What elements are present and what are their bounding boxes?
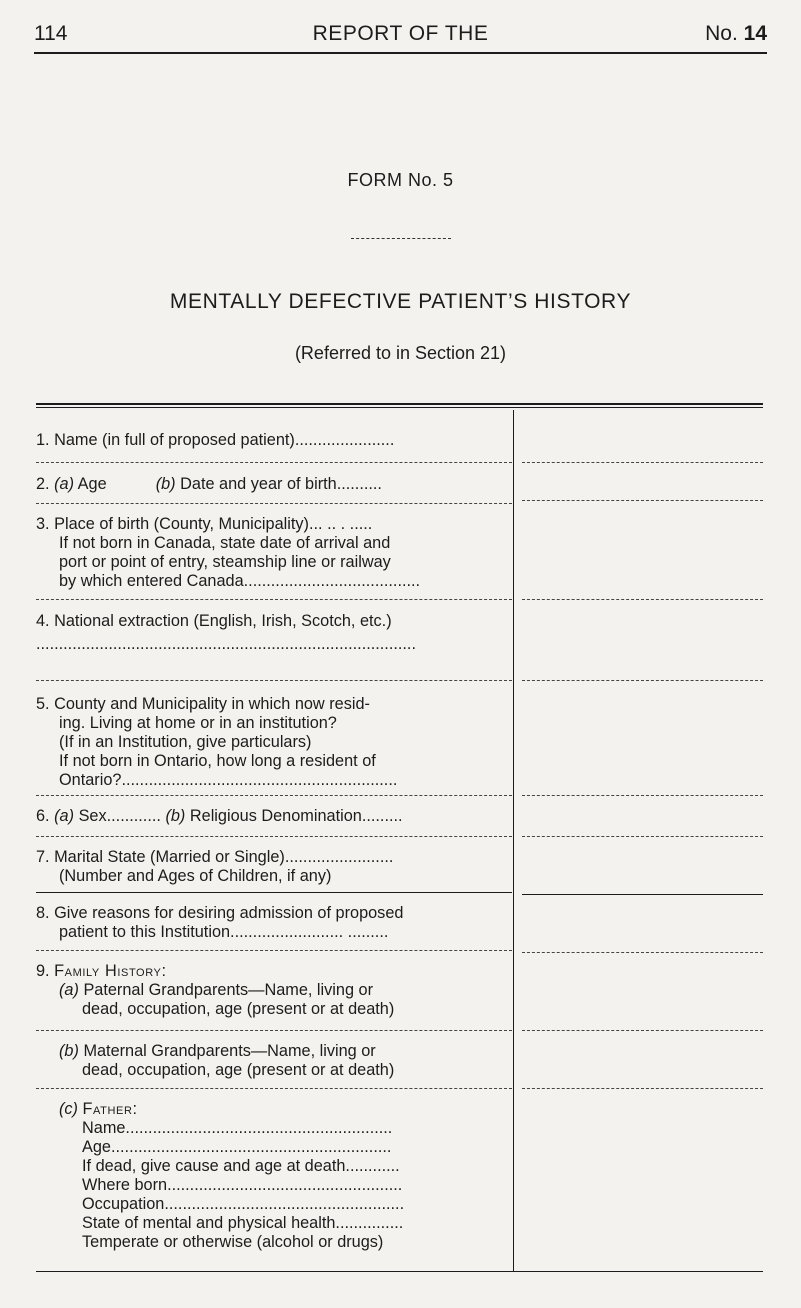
question-6a-text: Sex............ — [78, 807, 161, 825]
page-number: 114 — [34, 22, 68, 45]
answer-separator — [522, 599, 763, 600]
question-4-line: 4. National extraction (English, Irish, Scotch, etc.) — [36, 612, 392, 630]
question-1 — [36, 431, 512, 450]
question-3-line: If not born in Canada, state date of arrival and — [59, 534, 391, 552]
father-field: Occupation..................................................... — [82, 1195, 405, 1213]
answer-separator — [522, 1088, 763, 1089]
answer-separator — [522, 1030, 763, 1031]
separator — [36, 599, 512, 600]
question-9b-marker: (b) — [59, 1042, 79, 1060]
father-field: Where born.................................................... — [82, 1176, 403, 1194]
separator — [36, 680, 512, 681]
question-5-line: 5. County and Municipality in which now resid- — [36, 695, 370, 713]
question-6b-marker: (b) — [165, 807, 186, 825]
question-2b-text: Date and year of birth.......... — [180, 475, 382, 493]
question-9-number: 9. — [36, 962, 50, 980]
question-9b-text: Maternal Grandparents—Name, living or — [83, 1042, 376, 1060]
question-9a-text: Paternal Grandparents—Name, living or — [83, 981, 374, 999]
question-9c — [36, 1100, 512, 1252]
question-3 — [36, 515, 512, 591]
question-8-line: patient to this Institution......................... ......... — [59, 923, 389, 941]
question-7-line: 7. Marital State (Married or Single)........................ — [36, 848, 394, 866]
father-field: If dead, give cause and age at death............ — [82, 1157, 400, 1175]
father-heading: Father: — [82, 1100, 138, 1118]
separator — [36, 795, 512, 796]
answer-separator — [522, 500, 763, 501]
column-divider — [513, 410, 514, 1272]
question-3-line: 3. Place of birth (County, Municipality)... .. . ..... — [36, 515, 373, 533]
report-number — [705, 22, 767, 46]
question-5 — [36, 695, 512, 790]
question-9b-text: dead, occupation, age (present or at death) — [82, 1061, 395, 1079]
question-9b — [36, 1042, 512, 1080]
question-8 — [36, 904, 512, 942]
report-number-prefix: No. — [705, 22, 738, 45]
question-9 — [36, 962, 512, 1019]
question-5-line: If not born in Ontario, how long a resident of — [59, 752, 376, 770]
question-8-line: 8. Give reasons for desiring admission of proposed — [36, 904, 404, 922]
title-divider — [351, 238, 451, 239]
answer-separator — [522, 795, 763, 796]
question-6a-marker: (a) — [54, 807, 75, 825]
separator — [36, 950, 512, 951]
question-7 — [36, 848, 512, 886]
father-field: Temperate or otherwise (alcohol or drugs) — [82, 1233, 384, 1251]
report-title: REPORT OF THE — [312, 22, 489, 45]
separator — [36, 1088, 512, 1089]
question-7-line: (Number and Ages of Children, if any) — [59, 867, 332, 885]
question-3-line: by which entered Canada....................................... — [59, 572, 421, 590]
form-title: MENTALLY DEFECTIVE PATIENT’S HISTORY — [169, 290, 632, 313]
separator — [36, 462, 512, 463]
question-3-line: port or point of entry, steamship line or railway — [59, 553, 391, 571]
question-2b-marker: (b) — [155, 475, 176, 493]
question-9a-text: dead, occupation, age (present or at death) — [82, 1000, 395, 1018]
family-history-heading: Family History: — [54, 962, 167, 980]
table-bottom-rule — [36, 1271, 763, 1272]
question-6-number: 6. — [36, 807, 50, 825]
question-2-number: 2. — [36, 475, 50, 493]
form-number: FORM No. 5 — [347, 170, 454, 190]
report-number-value: 14 — [743, 22, 767, 45]
separator — [36, 836, 512, 837]
table-top-rule — [36, 403, 763, 408]
question-4 — [36, 612, 512, 654]
answer-separator — [522, 952, 763, 953]
question-6b-text: Religious Denomination......... — [189, 807, 403, 825]
question-5-line: Ontario?............................................................. — [59, 771, 398, 789]
form-subtitle: (Referred to in Section 21) — [294, 343, 507, 363]
question-2 — [36, 475, 512, 494]
answer-separator — [522, 836, 763, 837]
question-2a-text: Age — [77, 475, 107, 493]
question-9c-marker: (c) — [59, 1100, 78, 1118]
separator — [36, 892, 512, 893]
answer-separator — [522, 462, 763, 463]
answer-separator — [522, 680, 763, 681]
father-field: Age.............................................................. — [82, 1138, 392, 1156]
father-field: Name........................................................... — [82, 1119, 393, 1137]
question-4-line: .................................................................................... — [36, 635, 416, 653]
question-5-line: (If in an Institution, give particulars) — [59, 733, 312, 751]
separator — [36, 1030, 512, 1031]
answer-separator — [522, 894, 763, 895]
question-5-line: ing. Living at home or in an institution? — [59, 714, 337, 732]
question-6 — [36, 807, 512, 826]
father-field: State of mental and physical health............... — [82, 1214, 404, 1232]
question-9a-marker: (a) — [59, 981, 79, 999]
question-2a-marker: (a) — [54, 475, 75, 493]
page-header — [34, 22, 767, 54]
question-1-text: 1. Name (in full of proposed patient)...................... — [36, 431, 395, 449]
separator — [36, 503, 512, 504]
